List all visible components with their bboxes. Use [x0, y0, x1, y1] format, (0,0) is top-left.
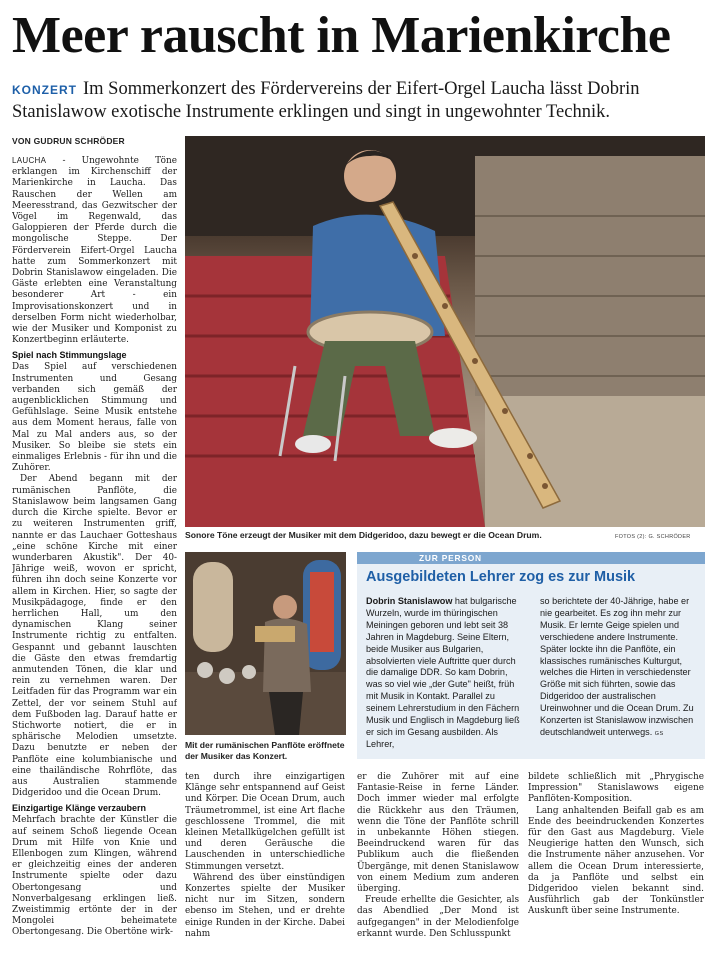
paragraph: Das Spiel auf verschiedenen Instrumenten und Gesang verbanden sich gemäß der augenblicklichen Stimmung und Gefühlslage. Seine Musik entstehe aus dem Moment heraus, falle von Mal zu Mal anders aus, so der Musiker. So bleibe sie stets ein einmaliges Erlebnis - für ihn und die Zuhörer.	[12, 362, 177, 474]
info-box-column-right: so berichtete der 40-Jährige, habe er nie gearbeitet. Es zog ihn mehr zur Musik. Er lernte Geige spielen und verschiedene andere Instrumente. Später lockte ihn die Panflöte, ein klassisches rumänisches Kulturgut, welches die Hirten in verschiedenster Größe mit sich führten, sowie das Didgeridoo der australischen Ureinwohner und die Ocean Drum. Zu Konzerten ist Stanislawow inzwischen deutschlandweit unterwegs. GS	[540, 596, 694, 737]
author-sign: GS	[654, 730, 664, 737]
photo-credit: FOTOS (2): G. SCHRÖDER	[615, 534, 691, 540]
kicker-label: KONZERT	[12, 83, 77, 97]
deck-text: Im Sommerkonzert des Fördervereins der Eifert-Orgel Laucha lässt Dobrin Stanislawow exotische Instrumente erklingen und singt in ungewohnter Technik.	[12, 79, 640, 122]
article-headline: Meer rauscht in Marienkirche	[12, 7, 671, 64]
info-box-title: Ausgebildeten Lehrer zog es zur Musik	[366, 569, 636, 585]
info-box-column-left: Dobrin Stanislawow hat bulgarische Wurzeln, wurde im thüringischen Meiningen geboren und lebt seit 38 Jahren in Magdeburg. Seine Eltern, beide Musiker aus Bulgarien, absolvierten viele Auftritte quer durch die damalige DDR. So kam Dobrin, was so viel wie „der Gute" heißt, früh mit Musik in Kontakt. Parallel zu seinem Lehrerstudium in den Fächern Musik und Englisch in Magdeburg ließ er sich im Gesang ausbilden. Als Lehrer,	[366, 596, 520, 749]
small-photo-caption: Mit der rumänischen Panflöte eröffnete der Musiker das Konzert.	[185, 740, 345, 761]
lead-paragraph: LAUCHA - Ungewohnte Töne erklangen im Kirchenschiff der Marienkirche in Laucha. Das Rauschen der Wellen am Meeresstrand, das Gezwitscher der Vögel im Regenwald, das Galoppieren der Pferde durch die mongolische Steppe. Der Förderverein Eifert-Orgel Laucha hatte zum Sommerkonzert mit Dobrin Stanislawow eingeladen. Die Gäste erlebten eine Veranstaltung besonderer Art - ein Improvisationskonzert und in derselben Form nicht wiederholbar, wie der Musiker und Komponist zu Konzertbeginn erläuterte.	[12, 156, 177, 346]
panflute-player-illustration	[185, 552, 346, 735]
small-photo-panflute	[185, 552, 346, 735]
main-photo-caption: Sonore Töne erzeugt der Musiker mit dem Didgeridoo, dazu bewegt er die Ocean Drum.	[185, 530, 542, 540]
main-photo-didgeridoo	[185, 136, 705, 527]
info-box-name: Dobrin Stanislawow	[366, 596, 453, 606]
article-column-1	[12, 155, 177, 945]
zur-person-label: ZUR PERSON	[419, 553, 482, 563]
article-column-2: ten durch ihre einzigartigen Klänge sehr entspannend auf Geist und Körper. Die Ocean Drum, auch Träumetrommel, ist eine Art flache geschlossene Trommel, die mit kleinen Metallkügelchen gefüllt ist und deren Geräusche die Lauschenden in unterschiedliche Stimmungen versetzt. Während des über einstündigen Konzertes spielte der Musiker nicht nur im Sitzen, sondern ebenso im Stehen, und er drehte einige Runden in der Kirche. Dabei nahm	[185, 772, 345, 939]
article-column-4: bildete schließlich mit „Phrygische Impression" Stanislawows eigene Panflöten-Komposition. Lang anhaltenden Beifall gab es am Ende des beeindruckenden Konzertes für den Gast aus Magdeburg. Viele Neugierige hatten den Wunsch, sich die Instrumente näher anzusehen. Vor allem die Ocean Drum interessierte, da ja Panflöte und selbst ein Didgeridoo vielen bekannt sind. Ausführlich gab der Tonkünstler Auskunft über seine Instrumente.	[528, 772, 704, 917]
byline: VON GUDRUN SCHRÖDER	[12, 136, 125, 146]
subheading-2: Einzigartige Klänge verzaubern	[12, 803, 147, 814]
didgeridoo-player-illustration	[185, 136, 705, 527]
article-deck	[12, 78, 702, 123]
paragraph: Mehrfach brachte der Künstler die auf seinem Schoß liegende Ocean Drum mit Hilfe von Knie und Ellenbogen zum Klingen, während er gleichzeitig eines der anderen Instrumente spielte oder dazu Obertongesang und Nonverbalgesang erklingen ließ. Zweistimmig ertönte der in der Mongolei beheimatete Obertongesang. Die Obertöne wirk-	[12, 815, 177, 938]
zur-person-banner	[357, 552, 705, 564]
subheading-1: Spiel nach Stimmungslage	[12, 350, 127, 361]
dateline: LAUCHA	[12, 156, 47, 165]
article-column-3: er die Zuhörer mit auf eine Fantasie-Reise in ferne Länder. Doch immer wieder mal erfolgte die Rückkehr aus den Träumen, wenn die Töne der Panflöte schrill in unbekannte Höhen stiegen. Beeindruckend waren für das Publikum auch die fließenden Übergänge, mit denen Stanislawow von einem Medium zum anderen überging. Freude erhellte die Gesichter, als das Abendlied „Der Mond ist aufgegangen" in der Melodienfolge erkannt wurde. Den Schlusspunkt	[357, 772, 519, 939]
paragraph: Der Abend begann mit der rumänischen Panflöte, die Stanislawow beim langsamen Gang durch die Kirche spielte. Bevor er zu weiteren Instrumenten griff, nannte er das Lauchaer Gotteshaus „eine schöne Kirche mit einer wunderbaren Akustik". Der 40-Jährige weiß, wovon er spricht, führen ihn doch seine Konzerte vor allem in Kirchen. Hier, so sagte der Musikpädagoge, finde er den herrlichen Hall, um den dynamischen Klang seiner Instrumente richtig zu entfalten. Gespannt und gebannt lauschten die Gäste den etwas fremdartig anmutenden Tönen, die klar und rein zu vernehmen waren. Der Leitfaden für das Programm war ein Zettel, der vor seinem Stuhl auf dem Fußboden lag. Darauf hatte er Stichworte notiert, die er in sphärische Melodien umsetzte. Dazu benutzte er neben der Panflöte eine kolumbianische und eine thailändische Rohrflöte, das aus Australien stammende Didgeridoo und die Ocean Drum.	[12, 474, 177, 799]
